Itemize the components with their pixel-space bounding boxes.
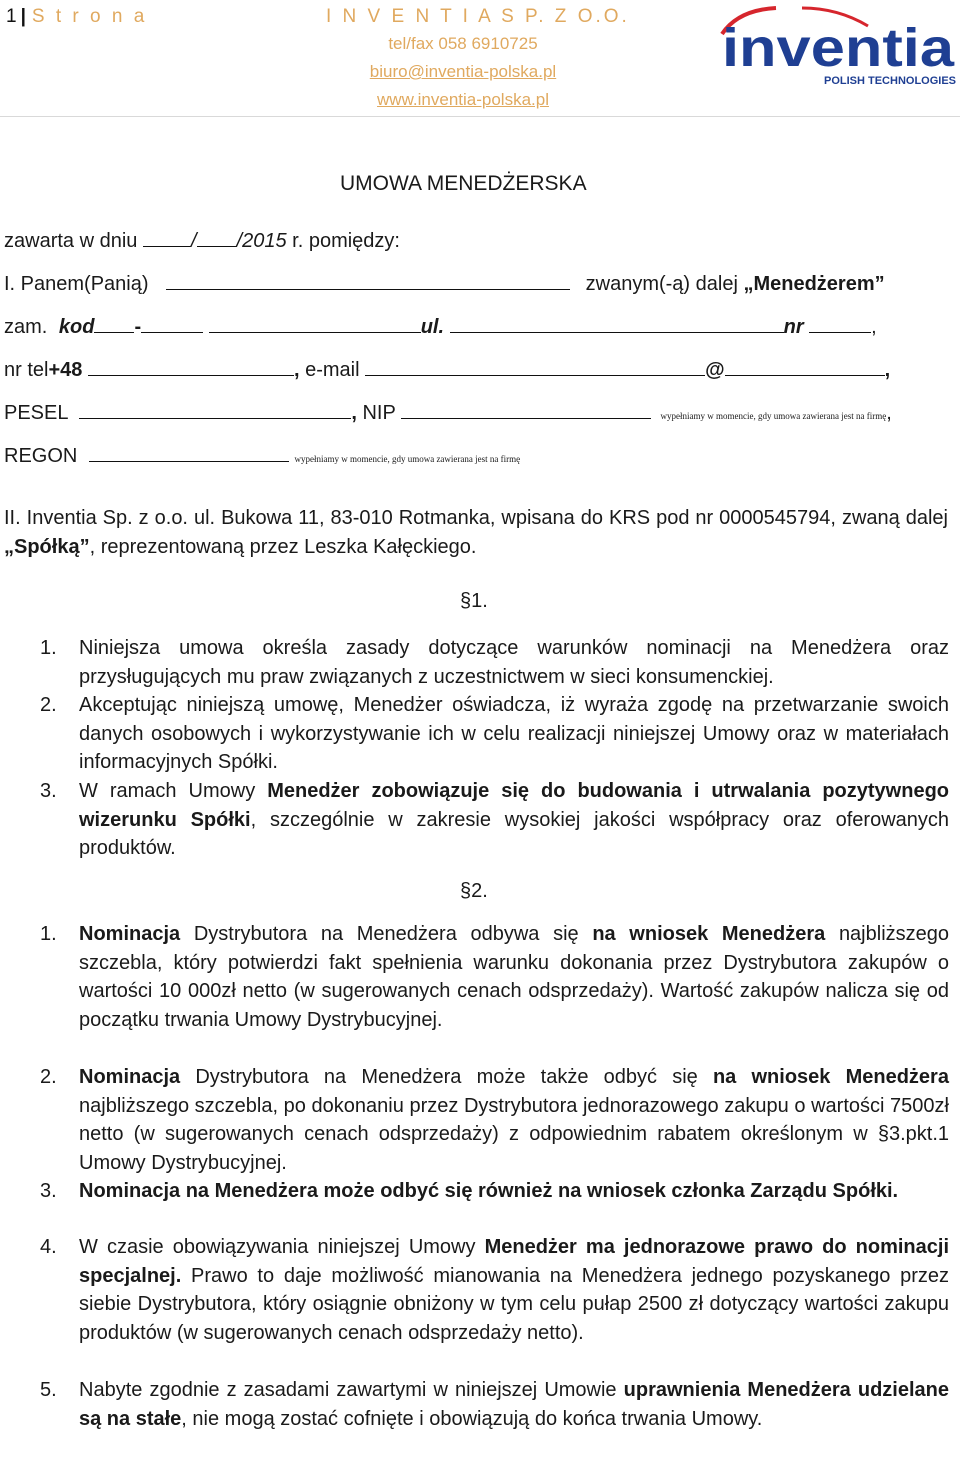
s2-item-2-bold2: na wniosek Menedżera xyxy=(712,1066,949,1088)
s1-item-3-bold: Menedżer zobowiązuje się do budowania i utrwalania pozytywnego wizerunku Spółki xyxy=(79,780,949,831)
s2-item-3-text xyxy=(79,1177,949,1206)
s1-item-2-text: Akceptując niniejszą umowę, Menedżer oświadcza, iż wyraża zgodę na przetwarzanie swoich danych osobowych i wykorzystywanie ich w celu realizacji niniejszej Umowy oraz w materiałach informacyjnych Spółki. xyxy=(79,694,949,774)
s2-item-1-rest: najbliższego szczebla, który potwierdzi fakt spełnienia warunku dokonania przez Dystrybutora zakupów o wartości 10 000zł netto (w sugerowanych cenach odsprzedaży). Wartość zakupów nalicza się od początku trwania Umowy Dystrybucyjnej. xyxy=(79,923,950,1031)
email-domain-blank[interactable] xyxy=(725,357,885,376)
s2-item-3-number: 3. xyxy=(40,1180,57,1202)
header-divider xyxy=(0,116,960,117)
s2-item-2-mid: Dystrybutora na Menedżera może także odbyć się xyxy=(195,1066,698,1088)
page-label: S t r o n a xyxy=(31,6,148,27)
document-title: UMOWA MENEDŻERSKA xyxy=(340,172,587,195)
nip-comma: , xyxy=(886,402,892,424)
address-zam-label: zam. xyxy=(4,316,48,338)
concluded-prefix: zawarta w dniu xyxy=(4,230,138,252)
party-1-label: I. Panem(Panią) xyxy=(4,273,149,295)
street-blank[interactable] xyxy=(450,314,784,333)
regon-label: REGON xyxy=(4,445,78,467)
pesel-nip-line xyxy=(4,400,892,425)
date-separator-1: / xyxy=(190,230,197,252)
party-1-called: zwanym(-ą) dalej xyxy=(585,273,738,295)
s2-item-1-number: 1. xyxy=(40,923,57,945)
contact-line xyxy=(4,357,890,382)
s1-item-1-number: 1. xyxy=(40,637,57,659)
party-2-paragraph xyxy=(4,504,948,562)
s2-item-2-text xyxy=(79,1063,949,1177)
s1-item-1-text: Niniejsza umowa określa zasady dotyczące warunków nominacji na Menedżera oraz przysługujących mu praw związanych z uczestnictwem w sieci konsumenckiej. xyxy=(79,637,949,688)
s1-item-3-pre: W ramach Umowy xyxy=(79,780,256,802)
date-month-blank[interactable] xyxy=(197,228,237,247)
party-2-text-end: , reprezentowaną przez Leszka Kałęckiego. xyxy=(89,536,477,558)
nip-company-note: wypełniamy w momencie, gdy umowa zawierana jest na firmę xyxy=(660,411,887,421)
city-blank[interactable] xyxy=(209,314,421,333)
concluded-date-line xyxy=(4,228,400,253)
s2-item-5-pre: Nabyte zgodnie z zasadami zawartymi w niniejszej Umowie xyxy=(79,1379,617,1401)
email-user-blank[interactable] xyxy=(365,357,705,376)
email-comma: , xyxy=(884,359,891,381)
s2-item-1-text xyxy=(79,920,949,1034)
pesel-blank[interactable] xyxy=(79,400,351,419)
s2-item-5-text xyxy=(79,1376,949,1433)
s2-item-4-rest: Prawo to daje możliwość mianowania na Menedżera jednego pozyskanego przez siebie Dystrybutora, który osiągnie obniżony w tym celu pułap 2500 zł dotyczący wartości zakupu produktów (w sugerowanych cenach odsprzedaży netto). xyxy=(79,1264,949,1344)
s2-item-5-number: 5. xyxy=(40,1379,57,1401)
postal-code-part2-blank[interactable] xyxy=(141,314,203,333)
party-1-line xyxy=(4,271,885,296)
phone-comma: , xyxy=(293,359,300,381)
company-website-link[interactable]: www.inventia-polska.pl xyxy=(377,90,549,109)
pesel-label: PESEL xyxy=(4,402,68,424)
postal-code-label: kod xyxy=(58,316,95,338)
page-separator: | xyxy=(20,6,26,27)
s2-item-2-rest: najbliższego szczebla, po dokonaniu przez Dystrybutora jednorazowego zakupu o wartości 7500zł netto (w sugerowanych cenach odsprzedaży) z odpowiednim rabatem określonym w §3.pkt.1 Umowy Dystrybucyjnej. xyxy=(79,1094,949,1174)
company-email-link[interactable]: biuro@inventia-polska.pl xyxy=(369,62,557,81)
pesel-comma: , xyxy=(351,402,357,424)
house-number-label: nr xyxy=(783,316,804,338)
s1-item-2-number: 2. xyxy=(40,694,57,716)
s2-item-5-bold: uprawnienia Menedżera udzielane są na stałe xyxy=(79,1379,950,1430)
party-2-text: II. Inventia Sp. z o.o. ul. Bukowa 11, 83-010 Rotmanka, wpisana do KRS pod nr 0000545794, zwaną dalej xyxy=(4,507,948,529)
address-comma: , xyxy=(871,316,877,338)
s2-item-1-bold1: Nominacja xyxy=(79,923,181,945)
nip-blank[interactable] xyxy=(401,400,651,419)
nip-label: NIP xyxy=(362,402,396,424)
house-number-blank[interactable] xyxy=(809,314,871,333)
section-2-heading: §2. xyxy=(460,880,488,902)
page-number: 1 xyxy=(6,6,17,27)
page-number-label xyxy=(6,6,147,28)
regon-blank[interactable] xyxy=(89,443,289,462)
inventia-logo xyxy=(718,4,958,90)
s2-item-2-number: 2. xyxy=(40,1066,57,1088)
party-1-name-blank[interactable] xyxy=(166,271,570,290)
s2-item-5-rest: , nie mogą zostać cofnięte i obowiązują do końca trwania Umowy. xyxy=(181,1407,763,1430)
date-separator-2: /2015 xyxy=(236,230,287,252)
regon-line xyxy=(4,443,520,468)
concluded-suffix: r. pomiędzy: xyxy=(292,230,400,252)
postal-code-dash: - xyxy=(134,316,142,338)
s2-item-4-number: 4. xyxy=(40,1236,57,1258)
phone-label: nr tel xyxy=(4,359,49,381)
s2-item-1-bold2: na wniosek Menedżera xyxy=(592,923,826,945)
s2-item-1-mid: Dystrybutora na Menedżera odbywa się xyxy=(193,923,579,945)
email-at: @ xyxy=(705,359,725,381)
section-1-heading: §1. xyxy=(460,590,488,612)
company-name-header: I N V E N T I A S P. Z O.O. xyxy=(326,6,630,27)
logo-wordmark: inventia xyxy=(722,18,956,78)
s2-item-4-bold: Menedżer ma jednorazowe prawo do nominacji specjalnej. xyxy=(79,1236,949,1287)
s1-item-3-number: 3. xyxy=(40,780,57,802)
logo-tagline: POLISH TECHNOLOGIES xyxy=(824,75,956,87)
s1-item-3-post: , szczególnie w zakresie wysokiej jakości współpracy oraz oferowanych produktów. xyxy=(79,808,950,860)
postal-code-part1-blank[interactable] xyxy=(94,314,134,333)
s1-item-3-text xyxy=(79,777,949,863)
email-label: e-mail xyxy=(305,359,360,381)
phone-prefix: +48 xyxy=(48,359,83,381)
s2-item-4-pre: W czasie obowiązywania niniejszej Umowy xyxy=(79,1236,476,1258)
date-day-blank[interactable] xyxy=(143,228,191,247)
party-1-role: „Menedżerem” xyxy=(743,273,885,295)
s2-item-4-text xyxy=(79,1233,949,1347)
s2-item-2-bold1: Nominacja xyxy=(79,1066,181,1088)
company-phone: tel/fax 058 6910725 xyxy=(388,34,538,53)
street-label: ul. xyxy=(420,316,445,338)
party-2-role: „Spółką” xyxy=(4,536,90,558)
s2-item-3-bold: Nominacja na Menedżera może odbyć się również na wniosek członka Zarządu Spółki. xyxy=(79,1180,899,1202)
address-line xyxy=(4,314,877,339)
phone-blank[interactable] xyxy=(88,357,294,376)
regon-company-note: wypełniamy w momencie, gdy umowa zawierana jest na firmę xyxy=(294,454,521,464)
